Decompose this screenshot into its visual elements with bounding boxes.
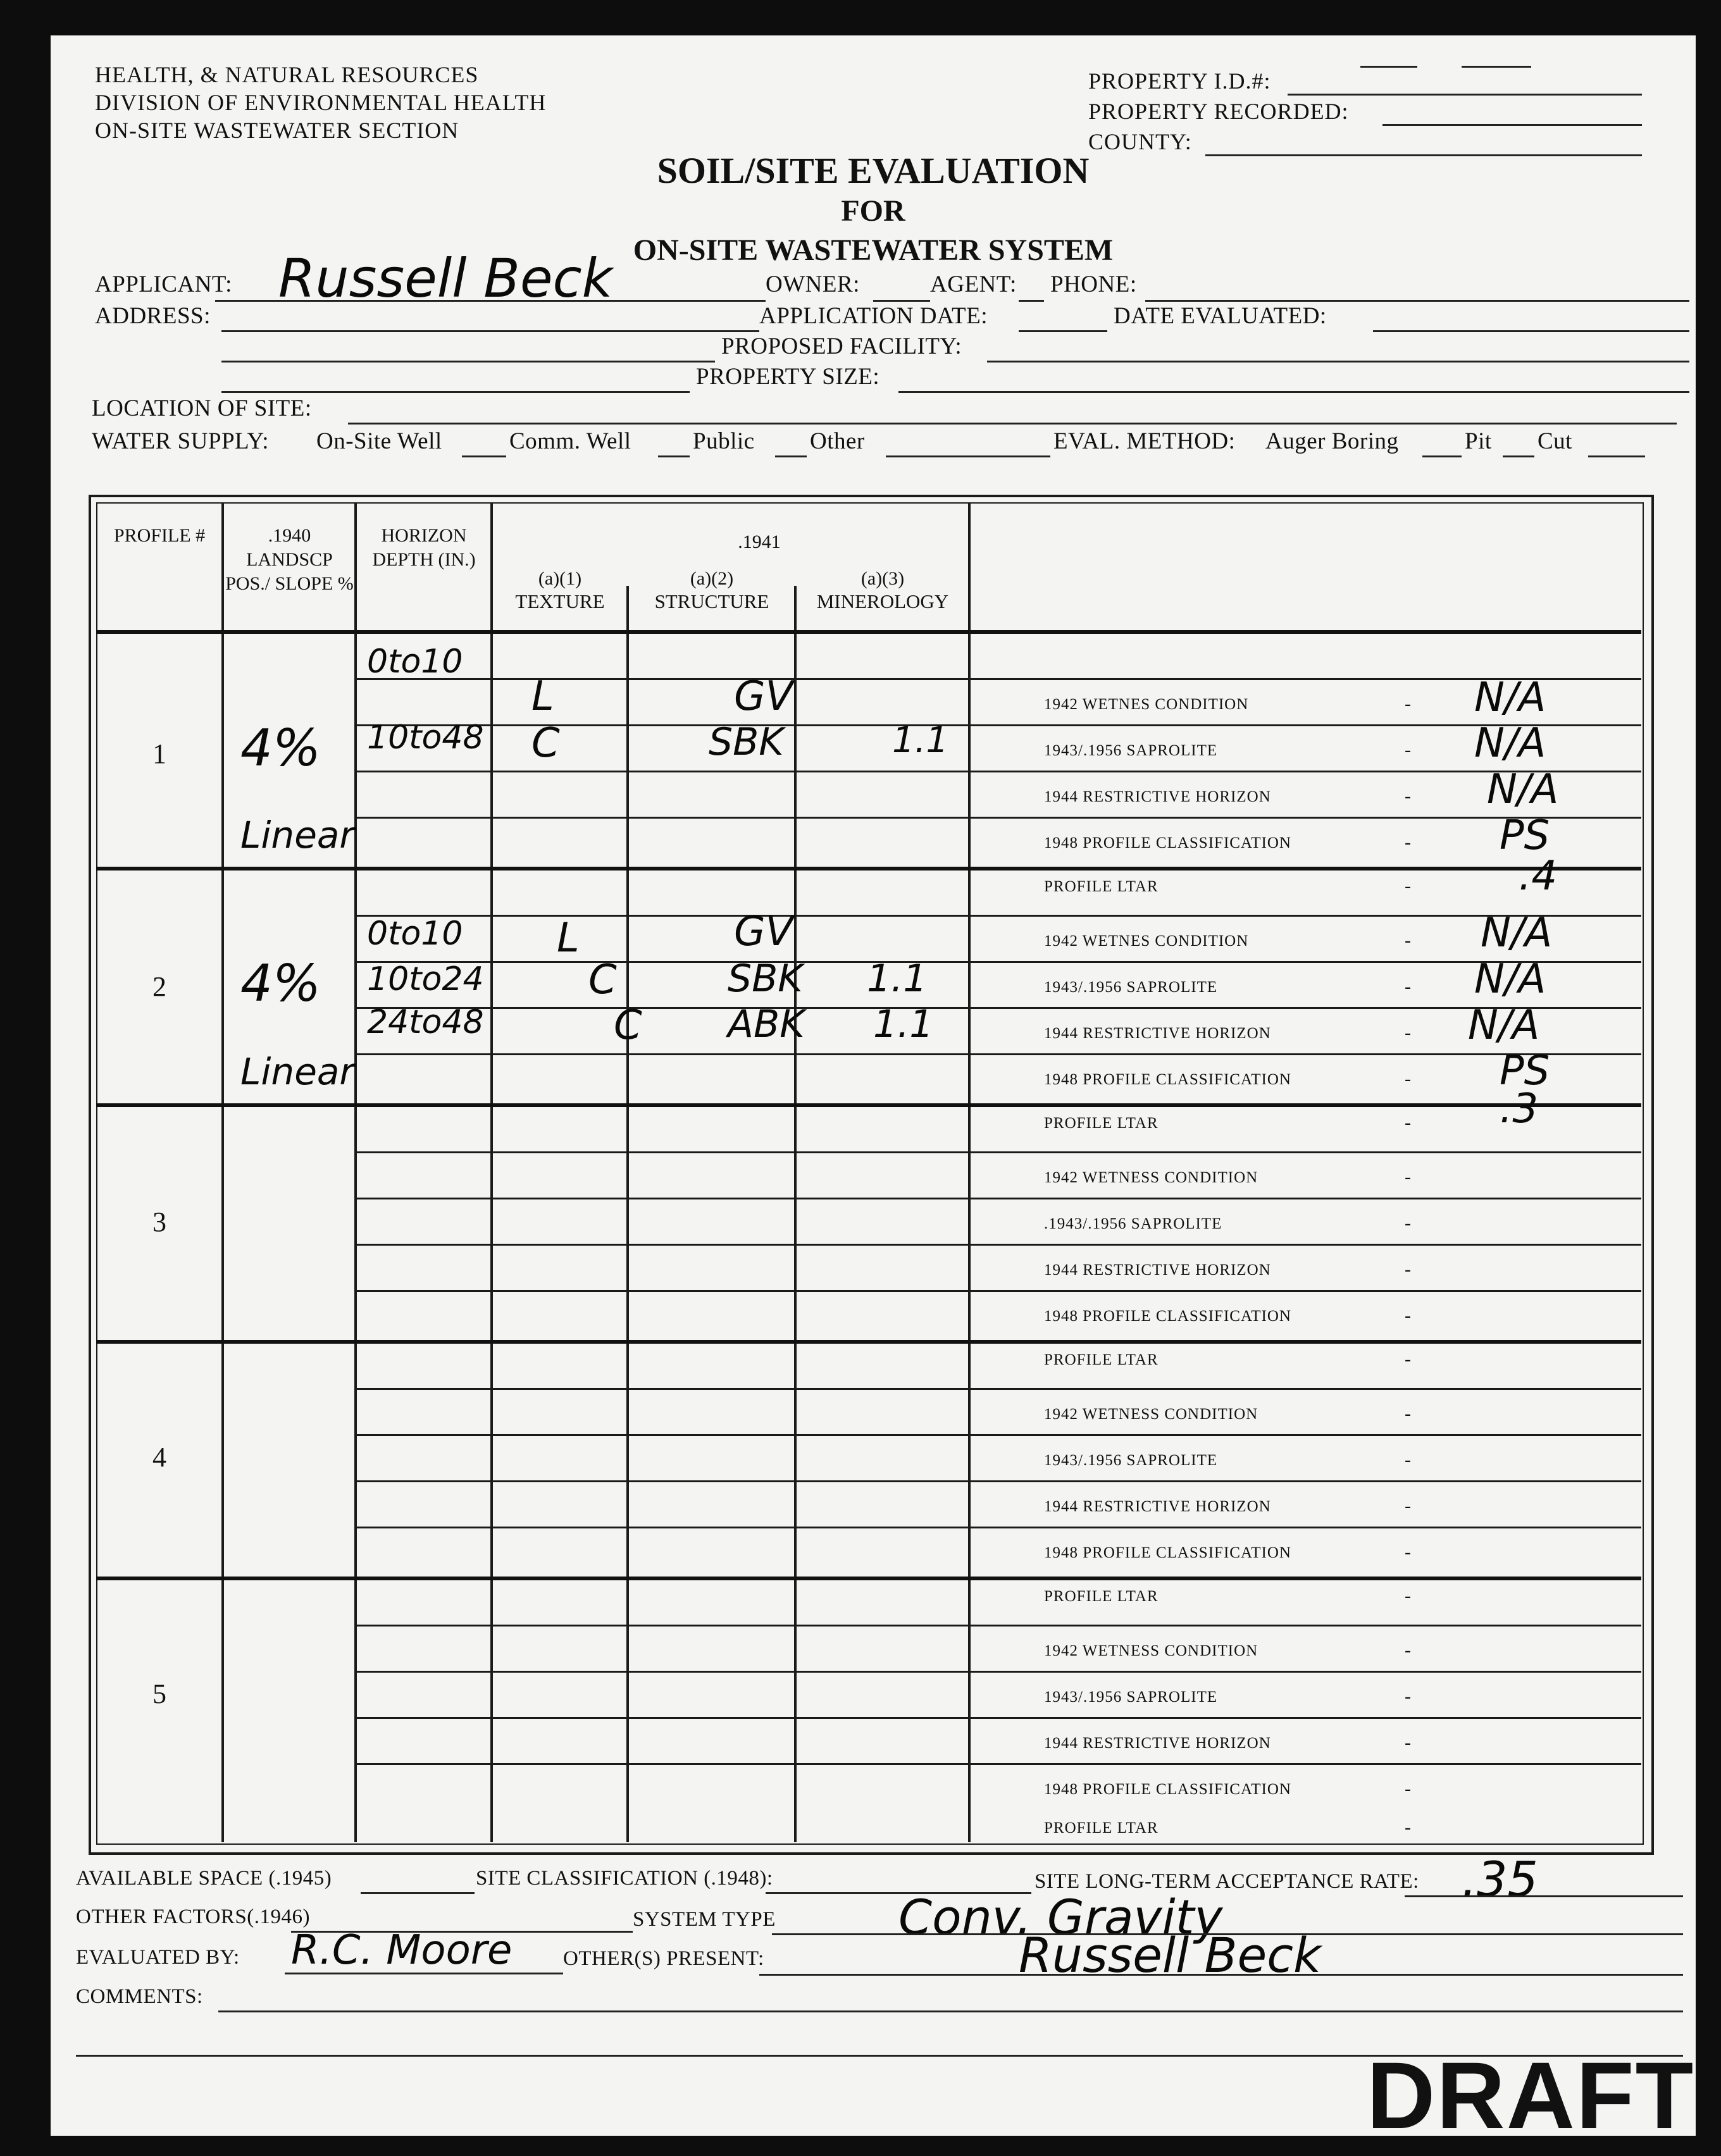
row-line <box>354 1625 1641 1626</box>
em-cut-field[interactable] <box>1588 455 1645 457</box>
agency-line: HEALTH, & NATURAL RESOURCES <box>95 62 479 87</box>
row-line <box>354 1244 1641 1246</box>
p1-cond-dash: - <box>1405 693 1411 714</box>
ws-comm-label: Comm. Well <box>509 428 631 454</box>
col-divider <box>221 502 224 1842</box>
p1-landscape-shape[interactable]: Linear <box>240 814 355 857</box>
row-line <box>354 1007 1641 1009</box>
p5-cond-label: 1944 RESTRICTIVE HORIZON <box>1044 1735 1271 1752</box>
evaluated-by-value[interactable]: R.C. Moore <box>291 1927 513 1974</box>
p1-texture[interactable]: L <box>531 673 554 720</box>
address-label: ADDRESS: <box>95 303 211 329</box>
property-recorded-label: PROPERTY RECORDED: <box>1088 99 1349 124</box>
form-title-for: FOR <box>841 194 905 228</box>
p2-texture[interactable]: L <box>557 915 580 962</box>
p2-cond-label: 1944 RESTRICTIVE HORIZON <box>1044 1025 1271 1042</box>
col-structure-code: (a)(2) <box>690 568 734 589</box>
p1-structure[interactable]: GV <box>734 673 793 720</box>
p3-cond-label: .1943/.1956 SAPROLITE <box>1044 1215 1222 1232</box>
p3-cond-label: 1944 RESTRICTIVE HORIZON <box>1044 1261 1271 1279</box>
p5-cond-dash: - <box>1405 1778 1411 1799</box>
row-line <box>354 915 1641 917</box>
p4-cond-dash: - <box>1405 1403 1411 1424</box>
p3-cond-dash: - <box>1405 1305 1411 1326</box>
p5-cond-label: 1942 WETNESS CONDITION <box>1044 1642 1258 1659</box>
row-line <box>354 1763 1641 1765</box>
p2-cond-label: PROFILE LTAR <box>1044 1115 1159 1132</box>
property-id-dash <box>1462 66 1531 68</box>
p5-cond-label: PROFILE LTAR <box>1044 1819 1159 1837</box>
p3-cond-dash: - <box>1405 1167 1411 1187</box>
col-profile-header: PROFILE # <box>113 525 206 546</box>
others-present-field <box>759 1974 1683 1976</box>
location-label: LOCATION OF SITE: <box>92 395 312 421</box>
row-line <box>354 1290 1641 1292</box>
p2-cond-dash: - <box>1405 930 1411 951</box>
p5-cond-label: 1943/.1956 SAPROLITE <box>1044 1688 1218 1706</box>
p4-cond-label: 1942 WETNESS CONDITION <box>1044 1406 1258 1423</box>
p1-cond-dash: - <box>1405 832 1411 853</box>
profile-table-inner <box>96 502 1644 1845</box>
agency-block <box>95 61 546 144</box>
col-horizon-header: HORIZON DEPTH (IN.) <box>372 525 476 570</box>
row-line <box>354 817 1641 819</box>
owner-label: OWNER: <box>766 271 860 297</box>
p1-cond-label: 1943/.1956 SAPROLITE <box>1044 742 1218 759</box>
available-space-label: AVAILABLE SPACE (.1945) <box>76 1867 332 1890</box>
p2-structure[interactable]: SBK <box>728 957 803 1001</box>
p1-depth[interactable]: 0to10 <box>367 643 463 681</box>
p3-cond-dash: - <box>1405 1349 1411 1370</box>
col-texture-code: (a)(1) <box>538 568 582 589</box>
p4-cond-dash: - <box>1405 1449 1411 1470</box>
header-divider <box>96 630 1641 634</box>
evaluated-by-field <box>285 1973 563 1974</box>
p1-landscape[interactable]: 4% <box>240 719 321 778</box>
p2-texture[interactable]: C <box>614 1002 642 1049</box>
address-field[interactable] <box>221 330 759 332</box>
eval-method-label: EVAL. METHOD: <box>1053 428 1236 454</box>
p4-cond-label: 1948 PROFILE CLASSIFICATION <box>1044 1544 1291 1561</box>
col-divider <box>354 502 357 1842</box>
p5-cond-dash: - <box>1405 1640 1411 1661</box>
row-line <box>354 1388 1641 1390</box>
p3-cond-dash: - <box>1405 1259 1411 1280</box>
p3-cond-label: PROFILE LTAR <box>1044 1351 1159 1368</box>
profile-divider <box>96 1103 1641 1107</box>
col-divider <box>968 502 971 1842</box>
evaluated-by-label: EVALUATED BY: <box>76 1946 240 1969</box>
col-structure-header: STRUCTURE <box>654 590 769 612</box>
comments-field[interactable] <box>218 2010 1683 2012</box>
p4-cond-dash: - <box>1405 1496 1411 1516</box>
col-landscape-header: .1940 LANDSCP POS./ SLOPE % <box>225 525 354 594</box>
proposed-facility-label: PROPOSED FACILITY: <box>721 333 962 359</box>
row-line <box>354 961 1641 963</box>
em-pit-label: Pit <box>1465 428 1492 454</box>
address-line-3[interactable] <box>221 391 690 393</box>
p2-landscape[interactable]: 4% <box>240 954 321 1013</box>
p4-cond-label: 1944 RESTRICTIVE HORIZON <box>1044 1498 1271 1515</box>
p2-cond-label: 1948 PROFILE CLASSIFICATION <box>1044 1071 1291 1088</box>
p1-structure[interactable]: SBK <box>709 720 784 764</box>
others-present-label: OTHER(S) PRESENT: <box>563 1947 764 1970</box>
p1-cond-label: 1944 RESTRICTIVE HORIZON <box>1044 788 1271 805</box>
profile-divider <box>96 867 1641 870</box>
p5-cond-dash: - <box>1405 1817 1411 1838</box>
p2-cond-label: 1942 WETNES CONDITION <box>1044 932 1249 950</box>
ws-other-field[interactable] <box>886 455 1050 457</box>
site-classification-label: SITE CLASSIFICATION (.1948): <box>476 1867 773 1890</box>
date-evaluated-label: DATE EVALUATED: <box>1114 303 1327 329</box>
profile-number: 3 <box>152 1206 166 1237</box>
p4-cond-label: PROFILE LTAR <box>1044 1588 1159 1605</box>
ws-public-label: Public <box>693 428 755 454</box>
em-pit-field[interactable] <box>1503 455 1534 457</box>
p3-cond-dash: - <box>1405 1213 1411 1234</box>
row-line <box>354 771 1641 772</box>
p1-cond-value[interactable]: N/A <box>1487 766 1559 813</box>
property-size-field[interactable] <box>898 391 1689 393</box>
row-line <box>354 1198 1641 1199</box>
p1-cond-dash: - <box>1405 876 1411 896</box>
p3-cond-label: 1948 PROFILE CLASSIFICATION <box>1044 1308 1291 1325</box>
property-size-label: PROPERTY SIZE: <box>696 364 880 390</box>
col-mineralogy-code: (a)(3) <box>860 568 905 589</box>
row-line <box>354 1151 1641 1153</box>
other-factors-label: OTHER FACTORS(.1946) <box>76 1905 310 1928</box>
agent-field[interactable] <box>1019 300 1044 302</box>
date-evaluated-field[interactable] <box>1373 330 1689 332</box>
profile-divider <box>96 1340 1641 1344</box>
comments-label: COMMENTS: <box>76 1985 203 2008</box>
profile-number: 5 <box>152 1678 166 1709</box>
p2-cond-dash: - <box>1405 1069 1411 1089</box>
col-divider <box>490 502 493 1842</box>
p1-cond-value[interactable]: PS <box>1500 812 1550 859</box>
ws-onsite-label: On-Site Well <box>316 428 442 454</box>
p2-cond-dash: - <box>1405 1112 1411 1133</box>
p1-cond-value[interactable]: N/A <box>1474 674 1546 721</box>
p2-mineralogy[interactable]: 1.1 <box>867 957 928 1001</box>
row-line <box>354 1671 1641 1673</box>
form-subtitle: ON-SITE WASTEWATER SYSTEM <box>633 233 1114 267</box>
p1-cond-value[interactable]: N/A <box>1474 720 1546 767</box>
p1-depth[interactable]: 10to48 <box>367 719 484 757</box>
p2-landscape-shape[interactable]: Linear <box>240 1050 355 1093</box>
ltar-field <box>1405 1895 1683 1897</box>
ws-onsite-field[interactable] <box>462 455 506 457</box>
application-date-label: APPLICATION DATE: <box>759 303 988 329</box>
p2-structure[interactable]: GV <box>734 908 793 955</box>
proposed-facility-field[interactable] <box>987 361 1689 362</box>
p1-cond-label: 1948 PROFILE CLASSIFICATION <box>1044 834 1291 852</box>
row-line <box>354 1527 1641 1528</box>
p1-cond-dash: - <box>1405 740 1411 760</box>
available-space-field[interactable] <box>361 1892 475 1894</box>
row-line <box>354 1480 1641 1482</box>
p2-cond-value[interactable]: PS <box>1500 1048 1550 1094</box>
group-1941-header: .1941 <box>738 531 781 552</box>
p4-cond-dash: - <box>1405 1542 1411 1563</box>
property-id-field[interactable] <box>1288 94 1642 96</box>
p5-cond-dash: - <box>1405 1686 1411 1707</box>
p3-cond-label: 1942 WETNESS CONDITION <box>1044 1169 1258 1186</box>
row-line <box>354 1053 1641 1055</box>
others-present-value[interactable]: Russell Beck <box>1019 1927 1322 1983</box>
profile-divider <box>96 1577 1641 1580</box>
system-type-value[interactable]: Conv. Gravity <box>898 1889 1223 1945</box>
ws-public-field[interactable] <box>775 455 807 457</box>
p2-cond-value[interactable]: N/A <box>1468 1002 1540 1049</box>
phone-field[interactable] <box>1145 300 1689 302</box>
p2-depth[interactable]: 0to10 <box>367 915 463 953</box>
p1-cond-label: 1942 WETNES CONDITION <box>1044 696 1249 713</box>
agency-line: ON-SITE WASTEWATER SECTION <box>95 118 459 143</box>
form-page <box>51 35 1696 2136</box>
p2-cond-value[interactable]: .3 <box>1500 1086 1539 1132</box>
p2-mineralogy[interactable]: 1.1 <box>873 1002 934 1046</box>
phone-label: PHONE: <box>1050 271 1137 297</box>
location-field[interactable] <box>348 423 1677 424</box>
em-auger-label: Auger Boring <box>1265 428 1399 454</box>
p4-cond-label: 1943/.1956 SAPROLITE <box>1044 1452 1218 1469</box>
p5-cond-dash: - <box>1405 1732 1411 1753</box>
p2-cond-dash: - <box>1405 1022 1411 1043</box>
profile-number: 2 <box>152 971 166 1002</box>
p2-cond-label: 1943/.1956 SAPROLITE <box>1044 979 1218 996</box>
p1-cond-label: PROFILE LTAR <box>1044 878 1159 895</box>
col-mineralogy-header: MINEROLOGY <box>816 590 949 612</box>
p2-cond-value[interactable]: N/A <box>1481 910 1553 957</box>
agency-line: DIVISION OF ENVIRONMENTAL HEALTH <box>95 90 547 115</box>
p1-cond-value[interactable]: .4 <box>1519 853 1558 900</box>
ltar-value[interactable]: .35 <box>1462 1851 1538 1907</box>
profile-number: 1 <box>152 738 166 769</box>
p5-cond-label: 1948 PROFILE CLASSIFICATION <box>1044 1781 1291 1798</box>
em-cut-label: Cut <box>1538 428 1572 454</box>
profile-number: 4 <box>152 1442 166 1473</box>
applicant-value[interactable]: Russell Beck <box>278 247 613 309</box>
form-title: SOIL/SITE EVALUATION <box>657 150 1090 191</box>
p2-structure[interactable]: ABK <box>728 1002 805 1046</box>
county-label: COUNTY: <box>1088 129 1192 154</box>
p2-depth[interactable]: 10to24 <box>367 960 484 998</box>
col-texture-header: TEXTURE <box>515 590 605 612</box>
row-line <box>354 1717 1641 1719</box>
p2-cond-dash: - <box>1405 976 1411 997</box>
draft-stamp: DRAFT <box>1367 2042 1695 2136</box>
property-id-label: PROPERTY I.D.#: <box>1088 68 1271 94</box>
property-id-dash <box>1360 66 1417 68</box>
ltar-label: SITE LONG-TERM ACCEPTANCE RATE: <box>1034 1870 1419 1893</box>
p2-cond-value[interactable]: N/A <box>1474 956 1546 1003</box>
p4-cond-dash: - <box>1405 1585 1411 1606</box>
row-line <box>354 1434 1641 1436</box>
col-divider <box>794 586 797 1842</box>
p1-mineralogy[interactable]: 1.1 <box>892 720 949 761</box>
system-type-label: SYSTEM TYPE <box>633 1908 776 1931</box>
agent-label: AGENT: <box>930 271 1017 297</box>
property-recorded-field[interactable] <box>1382 124 1642 126</box>
application-date-field[interactable] <box>1019 330 1107 332</box>
p1-cond-dash: - <box>1405 786 1411 807</box>
em-auger-field[interactable] <box>1422 455 1462 457</box>
col-divider <box>626 586 629 1842</box>
applicant-label: APPLICANT: <box>95 271 232 297</box>
ws-comm-field[interactable] <box>658 455 690 457</box>
p2-depth[interactable]: 24to48 <box>367 1003 484 1041</box>
owner-field[interactable] <box>873 300 930 302</box>
ws-other-label: Other <box>810 428 865 454</box>
water-supply-label: WATER SUPPLY: <box>92 428 270 454</box>
applicant-field <box>215 300 766 302</box>
p1-texture[interactable]: C <box>531 720 560 767</box>
p2-texture[interactable]: C <box>588 957 617 1003</box>
address-line-2[interactable] <box>221 361 715 362</box>
